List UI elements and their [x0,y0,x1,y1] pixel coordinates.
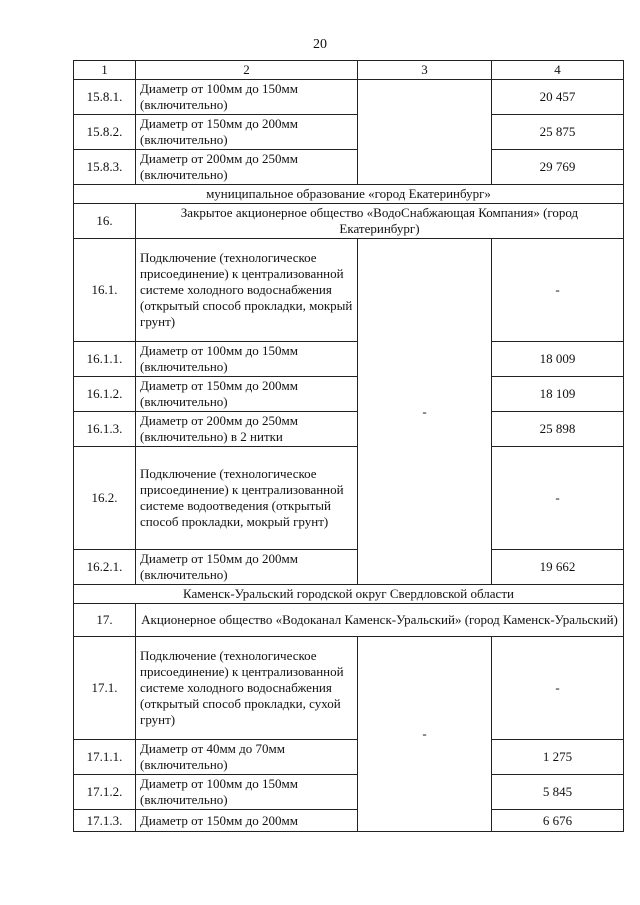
row-number: 17.1.1. [74,740,136,775]
row-description: Диаметр от 150мм до 200мм [136,810,358,832]
table-row [74,810,624,832]
row-number: 16.1.3. [74,412,136,447]
page-number: 20 [313,37,327,52]
column-number-4: 4 [492,61,624,80]
row-number: 17.1.2. [74,775,136,810]
column-number-2: 2 [136,61,358,80]
row-value: 5 845 [492,775,624,810]
organization-number: 17. [74,604,136,637]
column3-cell [358,80,492,185]
row-value: 20 457 [492,80,624,115]
row-description: Диаметр от 200мм до 250мм (включительно) [136,150,358,185]
row-value: - [492,239,624,342]
row-value: 25 875 [492,115,624,150]
row-number: 15.8.1. [74,80,136,115]
column3-value: - [358,239,492,585]
table-row [74,115,624,150]
row-number: 15.8.3. [74,150,136,185]
table-row [74,412,624,447]
column3-value: - [358,637,492,832]
section-row [74,585,624,604]
row-number: 17.1.3. [74,810,136,832]
row-number: 17.1. [74,637,136,740]
row-value: - [492,637,624,740]
row-description: Подключение (технологическое присоединение) к централизованной системе холодного водоснабжения (открытый способ прокладки, сухой грунт) [136,637,358,740]
row-number: 16.2.1. [74,550,136,585]
row-value: 1 275 [492,740,624,775]
row-number: 16.1.2. [74,377,136,412]
row-number: 16.2. [74,447,136,550]
row-description: Диаметр от 100мм до 150мм (включительно) [136,342,358,377]
organization-row [74,604,624,637]
section-row [74,185,624,204]
table-header-row [74,61,624,80]
table-row [74,377,624,412]
row-value: 25 898 [492,412,624,447]
organization-name: Акционерное общество «Водоканал Каменск-Уральский» (город Каменск-Уральский) [136,604,624,637]
row-description: Диаметр от 40мм до 70мм (включительно) [136,740,358,775]
section-title-ekaterinburg: муниципальное образование «город Екатеринбург» [74,185,624,204]
row-number: 15.8.2. [74,115,136,150]
table-row [74,740,624,775]
row-value: 18 109 [492,377,624,412]
table-row [74,775,624,810]
row-number: 16.1. [74,239,136,342]
column-number-3: 3 [358,61,492,80]
section-title-kamensk-uralsky: Каменск-Уральский городской округ Свердловской области [74,585,624,604]
row-description: Подключение (технологическое присоединение) к централизованной системе холодного водоснабжения (открытый способ прокладки, мокрый грунт) [136,239,358,342]
table-row [74,239,624,342]
row-value: 29 769 [492,150,624,185]
row-description: Подключение (технологическое присоединение) к централизованной системе водоотведения (открытый способ прокладки, мокрый грунт) [136,447,358,550]
table-row [74,637,624,740]
table-row [74,342,624,377]
row-description: Диаметр от 150мм до 200мм (включительно) [136,115,358,150]
row-description: Диаметр от 200мм до 250мм (включительно) в 2 нитки [136,412,358,447]
table-row [74,80,624,115]
table-row [74,150,624,185]
column-number-1: 1 [74,61,136,80]
row-value: - [492,447,624,550]
organization-name: Закрытое акционерное общество «ВодоСнабжающая Компания» (город Екатеринбург) [136,204,624,239]
organization-number: 16. [74,204,136,239]
row-value: 19 662 [492,550,624,585]
table-row [74,447,624,550]
row-description: Диаметр от 100мм до 150мм (включительно) [136,80,358,115]
tariff-table [73,60,624,832]
row-value: 18 009 [492,342,624,377]
row-description: Диаметр от 100мм до 150мм (включительно) [136,775,358,810]
table-row [74,550,624,585]
row-value: 6 676 [492,810,624,832]
row-description: Диаметр от 150мм до 200мм (включительно) [136,377,358,412]
organization-row [74,204,624,239]
row-number: 16.1.1. [74,342,136,377]
row-description: Диаметр от 150мм до 200мм (включительно) [136,550,358,585]
